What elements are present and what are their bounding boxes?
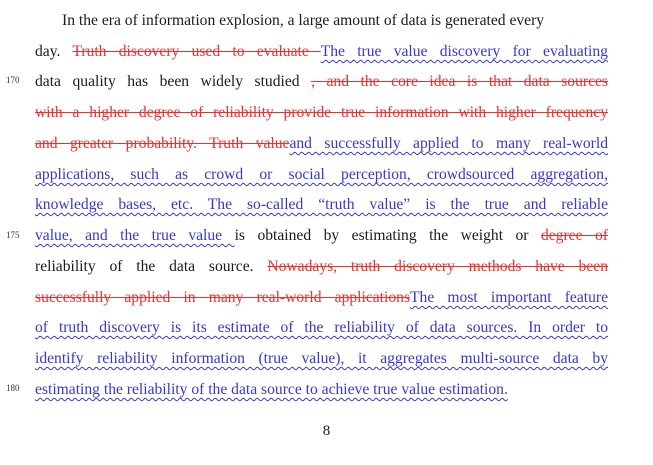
- text-line: [35, 38, 608, 66]
- text-line: [35, 222, 608, 250]
- text-line: [35, 253, 608, 281]
- deleted-text: and greater probability. Truth value: [35, 135, 290, 152]
- body-text: data quality has been widely studied: [35, 73, 312, 90]
- text-line: [35, 68, 608, 96]
- deleted-text: , and the core idea is that data sources: [311, 73, 608, 90]
- page-number: 8: [322, 423, 331, 439]
- inserted-text: estimating the reliability of the data source to achieve true value estimation.: [35, 381, 508, 398]
- text-line: [35, 314, 608, 342]
- deleted-text: Truth discovery used to evaluate: [72, 43, 321, 60]
- body-text: day.: [35, 43, 73, 60]
- deleted-text: Nowadays, truth discovery methods have been: [267, 258, 608, 275]
- text-line: [35, 191, 608, 219]
- text-line: [35, 130, 608, 158]
- inserted-text: The true value discovery for evaluating: [320, 43, 608, 60]
- body-text: reliability of the data source.: [35, 258, 268, 275]
- inserted-text: The most important feature: [410, 289, 608, 306]
- text-line: [35, 345, 608, 373]
- inserted-text: knowledge bases, etc. The so-called “truth value” is the true and reliable: [35, 196, 608, 213]
- inserted-text: identify reliability information (true value), it aggregates multi-source data by: [35, 350, 608, 367]
- text-line: [35, 161, 608, 189]
- line-number-170: 170: [6, 75, 20, 85]
- inserted-text: value, and the true value: [35, 227, 235, 244]
- line-number-180: 180: [6, 383, 20, 393]
- inserted-text: applications, such as crowd or social perception, crowdsourced aggregation,: [35, 166, 608, 183]
- deleted-text: successfully applied in many real-world applications: [35, 289, 411, 306]
- inserted-text: and successfully applied to many real-world: [289, 135, 608, 152]
- body-text: is obtained by estimating the weight or: [234, 227, 541, 244]
- inserted-text: of truth discovery is its estimate of the reliability of data sources. In order to: [35, 319, 608, 336]
- text-line: [62, 7, 608, 35]
- line-number-175: 175: [6, 230, 20, 240]
- deleted-text: degree of: [540, 227, 608, 244]
- deleted-text: with a higher degree of reliability provide true information with higher frequency: [35, 104, 608, 121]
- body-text: In the era of information explosion, a large amount of data is generated every: [62, 12, 545, 29]
- text-line: [35, 99, 608, 127]
- text-line: [35, 376, 608, 404]
- text-line: [35, 284, 608, 312]
